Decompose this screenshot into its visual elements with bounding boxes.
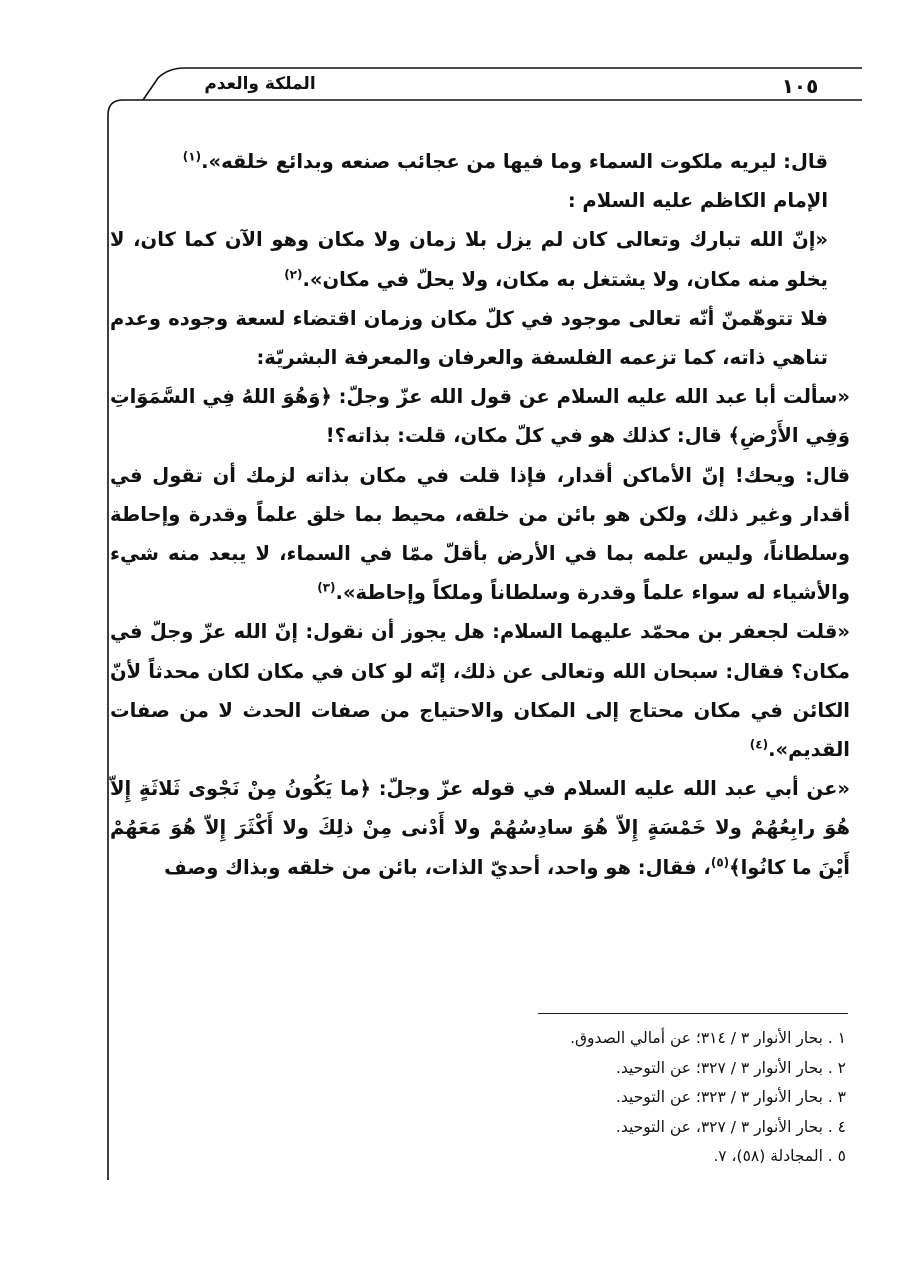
footnote-item: ٣ . بحار الأنوار ٣ / ٣٢٣؛ عن التوحيد. bbox=[615, 1088, 846, 1106]
footnote-ref: (٥) bbox=[710, 855, 730, 870]
hadith-quote: «قلت لجعفر بن محمّد عليهما السلام: هل يجوز أن نقول: إنّ الله عزّ وجلّ في مكان؟ فقال: سبحان الله وتعالى عن ذلك، إنّه لو كان في مكان لكان محدثاً لأنّ الكائن في مكان محتاج إلى المكان والاحتياج من صفات الحدث لا من صفات القديم».$^{(٤)}$ bbox=[110, 620, 850, 762]
hadith-quote: «إنّ الله تبارك وتعالى كان لم يزل بلا زمان ولا مكان وهو الآن كما كان، لا يخلو منه مكان، ولا يشتغل به مكان، ولا يحلّ في مكان».$^{(٢)}$ bbox=[110, 228, 828, 291]
section-heading: الإمام الكاظم عليه السلام : bbox=[567, 189, 828, 213]
hadith-quote: «سألت أبا عبد الله عليه السلام عن قول الله عزّ وجلّ: ﴿وَهُوَ اللهُ فِي السَّمَوَاتِ وَفِي الأَرْضِ﴾ قال: كذلك هو في كلّ مكان، قلت: بذاته؟! bbox=[110, 385, 850, 448]
footnote-ref: (٢) bbox=[284, 267, 303, 282]
footnote-separator bbox=[538, 1013, 848, 1014]
paragraph: قال: ليريه ملكوت السماء وما فيها من عجائب صنعه وبدائع خلقه».$^{(١)}$ bbox=[182, 149, 828, 173]
main-text bbox=[110, 142, 850, 887]
hadith-quote: «عن أبي عبد الله عليه السلام في قوله عزّ وجلّ: ﴿ما يَكُونُ مِنْ نَجْوى ثَلاثَةٍ إِلاّ هُوَ رابِعُهُمْ ولا خَمْسَةٍ إِلاّ هُوَ سادِسُهُمْ ولا أَدْنى مِنْ ذلِكَ ولا أَكْثَرَ إِلاّ هُوَ مَعَهُمْ أَيْنَ ما كانُوا﴾$^{(٥)}$، فقال: هو واحد، أحديّ الذات، بائن من خلقه وبذاك وصف bbox=[110, 777, 850, 879]
footnote-item: ٢ . بحار الأنوار ٣ / ٣٢٧؛ عن التوحيد. bbox=[615, 1058, 846, 1077]
footnote-item: ٤ . بحار الأنوار ٣ / ٣٢٧، عن التوحيد. bbox=[615, 1117, 846, 1136]
footnote-ref: (٤) bbox=[749, 737, 769, 752]
page-number: ١٠٥ bbox=[781, 74, 819, 98]
running-header-title: الملكة والعدم bbox=[204, 74, 316, 94]
footnote-item: ١ . بحار الأنوار ٣ / ٣١٤؛ عن أمالي الصدوق. bbox=[570, 1029, 846, 1047]
hadith-quote: قال: ويحك! إنّ الأماكن أقدار، فإذا قلت في مكان بذاته لزمك أن تقول في أقدار وغير ذلك، ولكن هو بائن من خلقه، محيط بما خلق علماً وقدرة وإحاطة وسلطاناً، وليس علمه بما في الأرض بأقلّ ممّا في السماء، لا يبعد منه شيء والأشياء له سواء علماً وقدرة وسلطاناً وملكاً وإحاطة».$^{(٣)}$ bbox=[110, 463, 850, 605]
footnotes bbox=[420, 1024, 846, 1172]
footnote-ref: (٣) bbox=[317, 580, 336, 595]
paragraph: فلا تتوهّمنّ أنّه تعالى موجود في كلّ مكان وزمان اقتضاء لسعة وجوده وعدم تناهي ذاته، كما تزعمه الفلسفة والعرفان والمعرفة البشريّة: bbox=[110, 306, 828, 370]
footnote-item: ٥ . المجادلة (٥٨)، ٧. bbox=[713, 1147, 846, 1165]
footnote-ref: (١) bbox=[182, 149, 202, 164]
